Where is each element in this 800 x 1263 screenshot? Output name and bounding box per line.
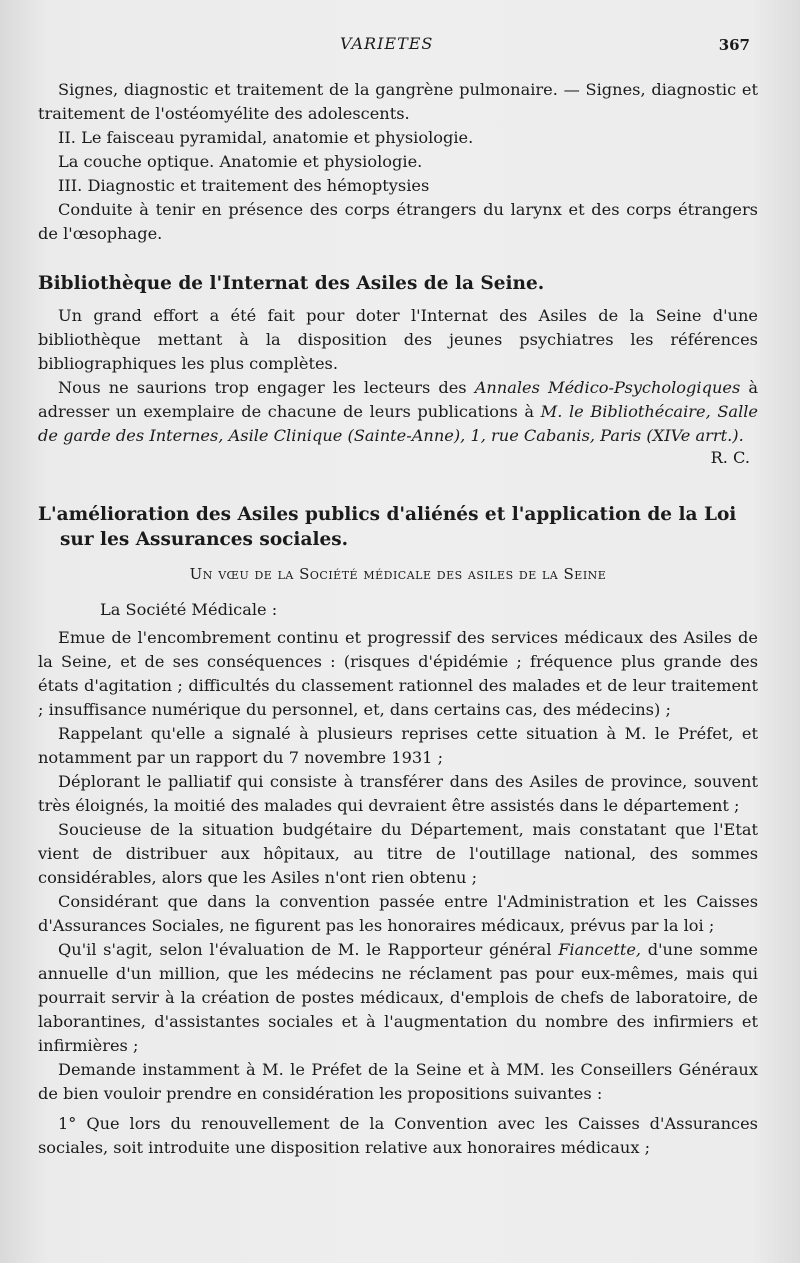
paragraph: Déplorant le palliatif qui consiste à transférer dans des Asiles de province, souvent très éloignés, la moitié des malades qui devraient être assistés dans le département ; bbox=[38, 772, 758, 815]
running-title: VARIETES bbox=[340, 34, 434, 53]
paragraph: Signes, diagnostic et traitement de la gangrène pulmonaire. — Signes, diagnostic et traitement de l'ostéomyélite des adolescents. bbox=[38, 80, 758, 123]
text-run: Nous ne saurions trop engager les lecteurs des bbox=[58, 378, 475, 397]
journal-name: Annales Médico-Psychologiques bbox=[474, 378, 741, 397]
paragraph: Rappelant qu'elle a signalé à plusieurs reprises cette situation à M. le Préfet, et notamment par un rapport du 7 novembre 1931 ; bbox=[38, 724, 758, 767]
section-subtitle: Un vœu de la Société médicale des asiles de la Seine bbox=[189, 565, 607, 583]
page-number: 367 bbox=[718, 36, 750, 54]
text-run: à adresser un exemplaire de chacune de leurs publications à bbox=[38, 378, 758, 421]
section-title-bibliotheque: Bibliothèque de l'Internat des Asiles de la Seine. bbox=[38, 273, 545, 294]
paragraph: La couche optique. Anatomie et physiologie. bbox=[58, 152, 423, 171]
section-title-amelioration: L'amélioration des Asiles publics d'aliénés et l'application de la Loi sur les Assurances sociales. bbox=[38, 504, 737, 550]
paragraph: Considérant que dans la convention passée entre l'Administration et les Caisses d'Assurances Sociales, ne figurent pas les honoraires médicaux, prévus par la loi ; bbox=[38, 892, 758, 935]
page-header bbox=[60, 30, 750, 56]
signature: R. C. bbox=[710, 448, 750, 467]
text-run: Qu'il s'agit, selon l'évaluation de M. le Rapporteur général bbox=[58, 940, 559, 959]
mailing-address: M. le Bibliothécaire, Salle de garde des Internes, Asile Clinique (Sainte-Anne), 1, rue Cabanis, Paris (XIVe arrt.). bbox=[38, 402, 758, 445]
paragraph: Conduite à tenir en présence des corps étrangers du larynx et des corps étrangers de l'œsophage. bbox=[38, 200, 758, 243]
text-run: d'une somme annuelle d'un million, que les médecins ne réclament pas pour eux-mêmes, mais qui pourrait servir à la création de postes médicaux, d'emplois de chefs de laboratoire, de laborantines, d'assistantes sociales et à l'augmentation du nombre des infirmiers et infirmières ; bbox=[38, 940, 758, 1055]
paragraph bbox=[38, 938, 758, 1058]
proposition-item: 1° Que lors du renouvellement de la Convention avec les Caisses d'Assurances sociales, soit introduite une disposition relative aux honoraires médicaux ; bbox=[38, 1114, 758, 1157]
paragraph: Demande instamment à M. le Préfet de la Seine et à MM. les Conseillers Généraux de bien vouloir prendre en considération les propositions suivantes : bbox=[38, 1060, 758, 1103]
paragraph: Un grand effort a été fait pour doter l'Internat des Asiles de la Seine d'une bibliothèque mettant à la disposition des jeunes psychiatres les références bibliographiques les plus complètes. bbox=[38, 306, 758, 373]
paragraph: Soucieuse de la situation budgétaire du Département, mais constatant que l'Etat vient de distribuer aux hôpitaux, au titre de l'outillage national, des sommes considérables, alors que les Asiles n'ont rien obtenu ; bbox=[38, 820, 758, 887]
paragraph: II. Le faisceau pyramidal, anatomie et physiologie. bbox=[58, 128, 474, 147]
rapporteur-name: Fiancette, bbox=[558, 940, 642, 959]
intro-line: La Société Médicale : bbox=[100, 600, 278, 619]
paragraph: Emue de l'encombrement continu et progressif des services médicaux des Asiles de la Seine, et de ses conséquences : (risques d'épidémie ; fréquence plus grande des états d'agitation ; difficultés du classement rationnel des malades et de leur traitement ; insuffisance numérique du personnel, et, dans certains cas, des médecins) ; bbox=[38, 628, 758, 719]
page-content bbox=[38, 78, 758, 1160]
paragraph bbox=[38, 376, 758, 448]
paragraph: III. Diagnostic et traitement des hémoptysies bbox=[58, 176, 430, 195]
